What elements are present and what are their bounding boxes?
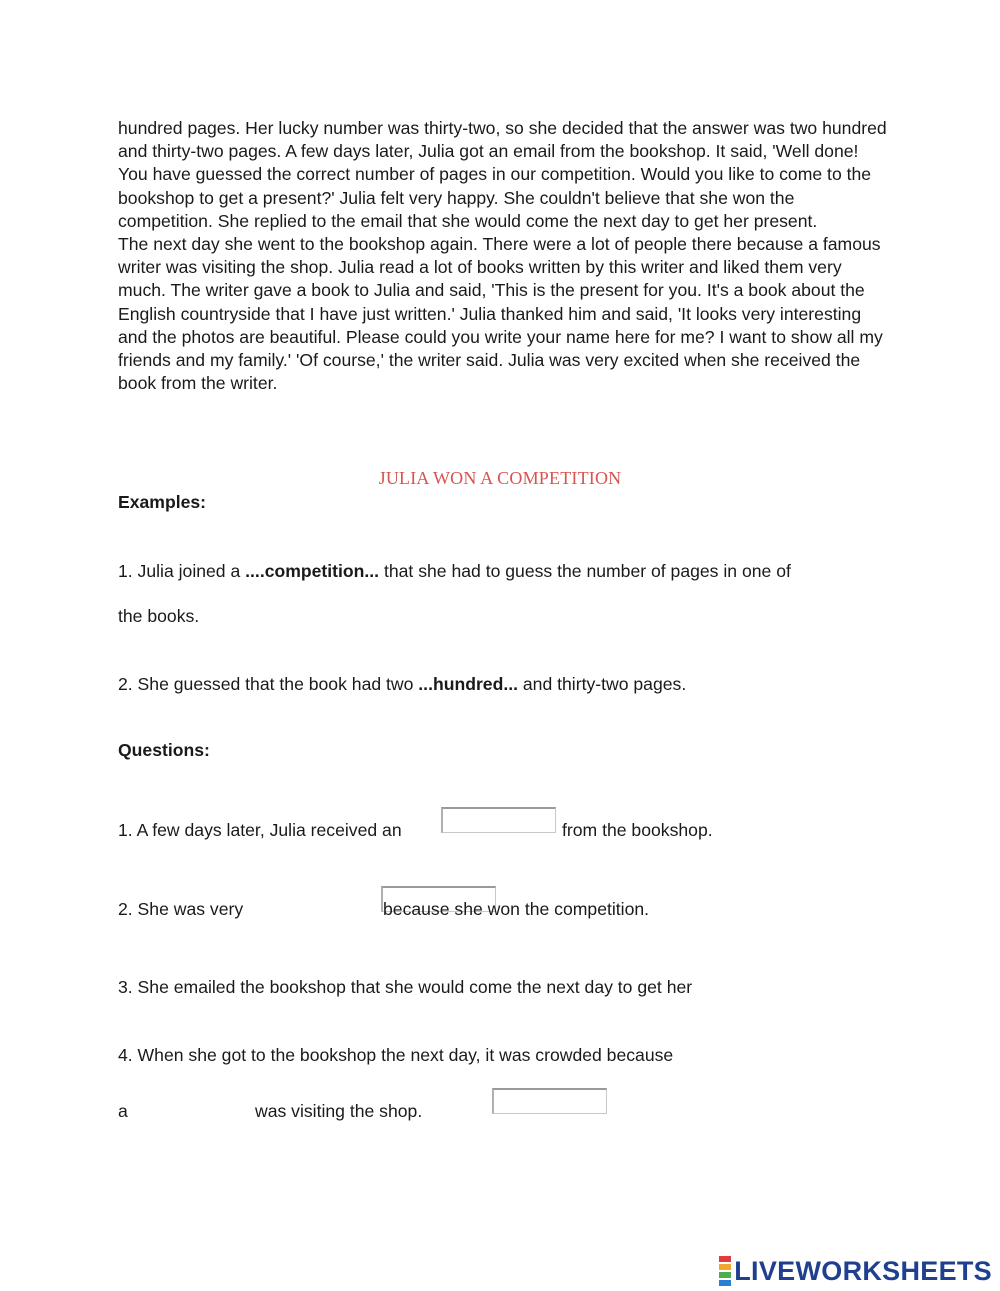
logo-mark-bar <box>719 1272 731 1278</box>
answer-input-4[interactable] <box>494 1090 606 1113</box>
worksheet-title: JULIA WON A COMPETITION <box>378 468 622 488</box>
examples-heading: Examples: <box>118 492 207 512</box>
reading-paragraph-2: The next day she went to the bookshop again. There were a lot of people there because a famous writer was visiting the shop. Julia read a lot of books written by this writer and liked them very much. The writer gave a book to Julia and said, 'This is the present for you. It's a book about the English countryside that I have just written.' Julia thanked him and said, 'It looks very interesting and the photos are beautiful. Please could you write your name here for me? I want to show all my friends and my family.' 'Of course,' the writer said. Julia was very excited when she received the book from the writer. <box>118 234 883 394</box>
answer-input-1[interactable] <box>443 809 555 832</box>
question-4-continued <box>118 1099 128 1123</box>
example-1-text-pre: 1. Julia joined a <box>118 561 246 581</box>
question-2-text-pre: 2. She was very <box>118 899 244 919</box>
logo-mark-bar <box>719 1264 731 1270</box>
example-2-text-pre: 2. She guessed that the book had two <box>118 674 419 694</box>
question-1 <box>118 818 402 842</box>
reading-paragraph-1: hundred pages. Her lucky number was thirty-two, so she decided that the answer was two hundred and thirty-two pages. A few days later, Julia got an email from the bookshop. It said, 'Well done! You have guessed the correct number of pages in our competition. Would you like to come to the bookshop to get a present?' Julia felt very happy. She couldn't believe that she won the competition. She replied to the email that she would come the next day to get her present. <box>118 118 887 231</box>
question-4-text-pre: a <box>118 1101 128 1121</box>
reading-passage <box>118 117 888 395</box>
question-1-text-pre: 1. A few days later, Julia received an <box>118 820 402 840</box>
question-2 <box>118 897 243 921</box>
example-1-continued: the books. <box>118 606 200 626</box>
logo-mark-bar <box>719 1280 731 1286</box>
example-1-text-post: that she had to guess the number of pages in one of <box>379 561 791 581</box>
question-4: 4. When she got to the bookshop the next day, it was crowded because <box>118 1045 674 1065</box>
example-1 <box>118 559 791 583</box>
answer-box-4[interactable] <box>492 1088 607 1114</box>
question-3-text-pre: 3. She emailed the bookshop that she would come the next day to get her <box>118 977 693 997</box>
example-2-answer: ...hundred... <box>418 674 518 694</box>
example-1-answer: ....competition... <box>245 561 380 581</box>
question-1-text-post: from the bookshop. <box>562 820 713 840</box>
question-4-text-post: was visiting the shop. <box>255 1101 423 1121</box>
question-3 <box>118 975 692 999</box>
example-2-text-post: and thirty-two pages. <box>518 674 687 694</box>
logo-mark-icon <box>719 1255 731 1287</box>
logo-text: LIVEWORKSHEETS <box>734 1255 992 1286</box>
logo-mark-bar <box>719 1256 731 1262</box>
example-2 <box>118 672 686 696</box>
questions-heading: Questions: <box>118 740 210 760</box>
question-2-text-post: because she won the competition. <box>383 899 650 919</box>
liveworksheets-logo[interactable] <box>719 1256 992 1286</box>
answer-box-1[interactable] <box>441 807 556 833</box>
